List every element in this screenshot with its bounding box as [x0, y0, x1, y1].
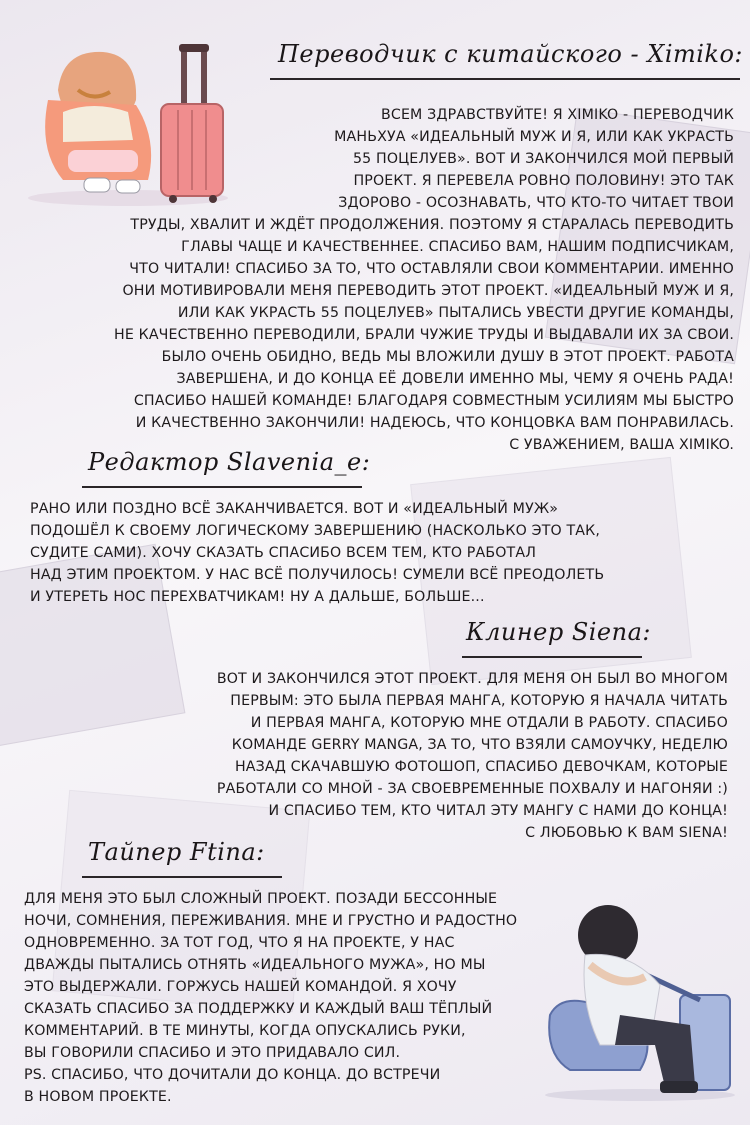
- translator-underline: [270, 78, 740, 80]
- text-line: ЗДОРОВО - ОСОЗНАВАТЬ, ЧТО КТО-ТО ЧИТАЕТ ТВОИ: [338, 195, 734, 211]
- text-line: ПРОЕКТ. Я ПЕРЕВЕЛА РОВНО ПОЛОВИНУ! ЭТО ТАК: [353, 173, 734, 189]
- editor-underline: [82, 486, 362, 488]
- cleaner-underline: [462, 656, 642, 658]
- text-line: И КАЧЕСТВЕННО ЗАКОНЧИЛИ! НАДЕЮСЬ, ЧТО КОНЦОВКА ВАМ ПОНРАВИЛАСЬ.: [135, 415, 734, 431]
- text-line: ДВАЖДЫ ПЫТАЛИСЬ ОТНЯТЬ «ИДЕАЛЬНОГО МУЖА», НО МЫ: [24, 957, 486, 973]
- translator-paragraph: [20, 104, 734, 456]
- text-line: ПОДОШЁЛ К СВОЕМУ ЛОГИЧЕСКОМУ ЗАВЕРШЕНИЮ (НАСКОЛЬКО ЭТО ТАК,: [30, 523, 601, 539]
- text-line: КОМАНДЕ GERRY MANGA, ЗА ТО, ЧТО ВЗЯЛИ САМОУЧКУ, НЕДЕЛЮ: [231, 737, 728, 753]
- text-line: С УВАЖЕНИЕМ, ВАША XIMIKO.: [509, 437, 734, 453]
- cleaner-heading: Клинер Siena:: [466, 618, 651, 646]
- cleaner-paragraph: [20, 668, 728, 844]
- text-line: 55 ПОЦЕЛУЕВ». ВОТ И ЗАКОНЧИЛСЯ МОЙ ПЕРВЫЙ: [352, 151, 734, 167]
- translator-heading: Переводчик с китайского - Ximiko:: [278, 40, 743, 68]
- text-line: В НОВОМ ПРОЕКТЕ.: [24, 1089, 172, 1105]
- text-line: ТРУДЫ, ХВАЛИТ И ЖДЁТ ПРОДОЛЖЕНИЯ. ПОЭТОМУ Я СТАРАЛАСЬ ПЕРЕВОДИТЬ: [130, 217, 734, 233]
- text-line: ЧТО ЧИТАЛИ! СПАСИБО ЗА ТО, ЧТО ОСТАВЛЯЛИ СВОИ КОММЕНТАРИИ. ИМЕННО: [129, 261, 734, 277]
- text-line: ИЛИ КАК УКРАСТЬ 55 ПОЦЕЛУЕВ» ПЫТАЛИСЬ УВЕСТИ ДРУГИЕ КОМАНДЫ,: [177, 305, 734, 321]
- text-line: И СПАСИБО ТЕМ, КТО ЧИТАЛ ЭТУ МАНГУ С НАМИ ДО КОНЦА!: [268, 803, 728, 819]
- typer-paragraph: [24, 888, 544, 1108]
- typer-heading: Тайпер Ftina:: [88, 838, 265, 866]
- text-line: БЫЛО ОЧЕНЬ ОБИДНО, ВЕДЬ МЫ ВЛОЖИЛИ ДУШУ В ЭТОТ ПРОЕКТ. РАБОТА: [161, 349, 734, 365]
- text-line: КОММЕНТАРИЙ. В ТЕ МИНУТЫ, КОГДА ОПУСКАЛИСЬ РУКИ,: [24, 1023, 466, 1039]
- text-line: ДЛЯ МЕНЯ ЭТО БЫЛ СЛОЖНЫЙ ПРОЕКТ. ПОЗАДИ БЕССОННЫЕ: [24, 891, 498, 907]
- text-line: СКАЗАТЬ СПАСИБО ЗА ПОДДЕРЖКУ И КАЖДЫЙ ВАШ ТЁПЛЫЙ: [24, 1001, 493, 1017]
- text-line: PS. СПАСИБО, ЧТО ДОЧИТАЛИ ДО КОНЦА. ДО ВСТРЕЧИ: [24, 1067, 441, 1083]
- text-line: ПЕРВЫМ: ЭТО БЫЛА ПЕРВАЯ МАНГА, КОТОРУЮ Я НАЧАЛА ЧИТАТЬ: [230, 693, 728, 709]
- text-line: СПАСИБО НАШЕЙ КОМАНДЕ! БЛАГОДАРЯ СОВМЕСТНЫМ УСИЛИЯМ МЫ БЫСТРО: [133, 393, 734, 409]
- text-line: ВЫ ГОВОРИЛИ СПАСИБО И ЭТО ПРИДАВАЛО СИЛ.: [24, 1045, 401, 1061]
- text-line: ОНИ МОТИВИРОВАЛИ МЕНЯ ПЕРЕВОДИТЬ ЭТОТ ПРОЕКТ. «ИДЕАЛЬНЫЙ МУЖ И Я,: [122, 283, 734, 299]
- text-line: НАД ЭТИМ ПРОЕКТОМ. У НАС ВСЁ ПОЛУЧИЛОСЬ! СУМЕЛИ ВСЁ ПРЕОДОЛЕТЬ: [30, 567, 605, 583]
- text-line: РАБОТАЛИ СО МНОЙ - ЗА СВОЕВРЕМЕННЫЕ ПОХВАЛУ И НАГОНЯИ :): [216, 781, 728, 797]
- text-line: НЕ КАЧЕСТВЕННО ПЕРЕВОДИЛИ, БРАЛИ ЧУЖИЕ ТРУДЫ И ВЫДАВАЛИ ИХ ЗА СВОИ.: [114, 327, 734, 343]
- typer-underline: [82, 876, 282, 878]
- text-line: ВОТ И ЗАКОНЧИЛСЯ ЭТОТ ПРОЕКТ. ДЛЯ МЕНЯ ОН БЫЛ ВО МНОГОМ: [216, 671, 728, 687]
- text-line: РАНО ИЛИ ПОЗДНО ВСЁ ЗАКАНЧИВАЕТСЯ. ВОТ И «ИДЕАЛЬНЫЙ МУЖ»: [30, 501, 559, 517]
- text-line: ЭТО ВЫДЕРЖАЛИ. ГОРЖУСЬ НАШЕЙ КОМАНДОЙ. Я ХОЧУ: [24, 979, 457, 995]
- editor-paragraph: [30, 498, 710, 608]
- text-line: И УТЕРЕТЬ НОС ПЕРЕХВАТЧИКАМ! НУ А ДАЛЬШЕ, БОЛЬШЕ...: [30, 589, 485, 605]
- text-line: ВСЕМ ЗДРАВСТВУЙТЕ! Я XIMIKO - ПЕРЕВОДЧИК: [381, 107, 734, 123]
- text-line: И ПЕРВАЯ МАНГА, КОТОРУЮ МНЕ ОТДАЛИ В РАБОТУ. СПАСИБО: [250, 715, 728, 731]
- text-line: ОДНОВРЕМЕННО. ЗА ТОТ ГОД, ЧТО Я НА ПРОЕКТЕ, У НАС: [24, 935, 455, 951]
- boy-with-bag-illustration: [530, 895, 745, 1105]
- text-line: НОЧИ, СОМНЕНИЯ, ПЕРЕЖИВАНИЯ. МНЕ И ГРУСТНО И РАДОСТНО: [24, 913, 518, 929]
- text-line: ЗАВЕРШЕНА, И ДО КОНЦА ЕЁ ДОВЕЛИ ИМЕННО МЫ, ЧЕМУ Я ОЧЕНЬ РАДА!: [176, 371, 734, 387]
- text-line: С ЛЮБОВЬЮ К ВАМ SIENA!: [525, 825, 728, 841]
- text-line: МАНЬХУА «ИДЕАЛЬНЫЙ МУЖ И Я, ИЛИ КАК УКРАСТЬ: [334, 129, 734, 145]
- text-line: СУДИТЕ САМИ). ХОЧУ СКАЗАТЬ СПАСИБО ВСЕМ ТЕМ, КТО РАБОТАЛ: [30, 545, 537, 561]
- editor-heading: Редактор Slavenia_e:: [88, 448, 371, 476]
- text-line: НАЗАД СКАЧАВШУЮ ФОТОШОП, СПАСИБО ДЕВОЧКАМ, КОТОРЫЕ: [234, 759, 728, 775]
- text-line: ГЛАВЫ ЧАЩЕ И КАЧЕСТВЕННЕЕ. СПАСИБО ВАМ, НАШИМ ПОДПИСЧИКАМ,: [181, 239, 734, 255]
